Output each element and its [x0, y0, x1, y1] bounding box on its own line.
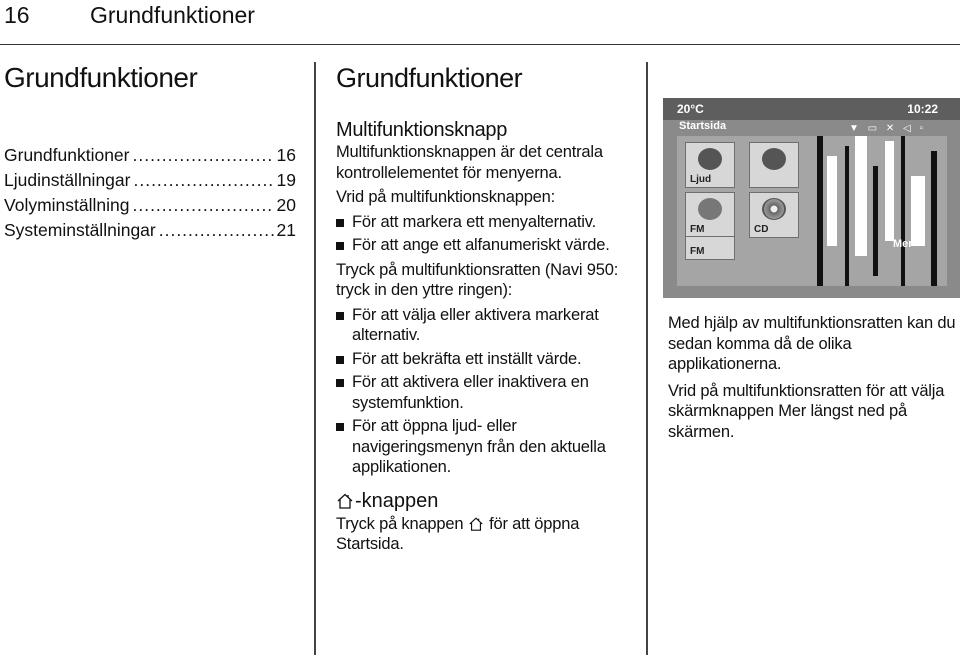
screen-clock: 10:22	[907, 102, 938, 116]
screen-tile	[685, 236, 735, 260]
screen-tile	[685, 192, 735, 238]
sentence-end: .	[399, 535, 404, 553]
running-header	[0, 0, 960, 44]
header-rule	[0, 44, 960, 45]
list-item: För att markera ett menyalternativ.	[336, 212, 636, 233]
home-text-before: Tryck på knappen	[336, 514, 464, 533]
scan-artifact	[931, 151, 937, 286]
table-of-contents	[4, 143, 296, 243]
list-item: För att bekräfta ett inställt värde.	[336, 349, 636, 370]
list-item: För att ange ett alfanumeriskt värde.	[336, 235, 636, 256]
screen-status-bar	[663, 98, 960, 120]
toc-entry-name: Grundfunktioner	[4, 145, 130, 165]
right-paragraph-2-start: Vrid på multifunktionsratten för att välja skärmknappen	[668, 381, 945, 420]
display-screenshot	[663, 98, 960, 298]
startsida-ui-term: Startsida	[336, 535, 400, 553]
toc-entry-name: Ljudinställningar	[4, 170, 131, 190]
page-number: 16	[4, 2, 30, 28]
scan-artifact	[911, 176, 925, 246]
scan-artifact	[855, 136, 867, 256]
right-column-text	[668, 313, 960, 448]
toc-entry-name: Systeminställningar	[4, 220, 156, 240]
screen-tile	[685, 142, 735, 188]
toc-leader-dots	[132, 193, 273, 218]
right-paragraph-2	[668, 381, 960, 443]
list-item: För att aktivera eller inaktivera en systemfunktion.	[336, 372, 636, 413]
scan-artifact	[901, 136, 905, 286]
toc-entry-page: 21	[276, 220, 296, 240]
rotate-label: Vrid på multifunktionsknappen:	[336, 188, 556, 206]
section-title-home-button	[336, 490, 636, 512]
list-item: För att öppna ljud- eller navigeringsmenyn från den aktuella applikationen.	[336, 416, 636, 478]
screen-status-icons: ▼ ▭ ✕ ◁ ▫	[849, 123, 927, 134]
screen-tile-label: CD	[754, 224, 769, 235]
screen-title: Startsida	[679, 120, 727, 132]
rotate-list	[336, 212, 636, 256]
section-intro: Multifunktionsknappen är det centrala kontrollelementet för menyerna.	[336, 143, 603, 182]
toc-entry-name: Volyminställning	[4, 195, 130, 215]
home-text-after: för att öppna	[489, 514, 580, 533]
screen-tile-label: FM	[690, 246, 705, 257]
radio-icon	[698, 198, 722, 220]
column-divider	[646, 62, 648, 655]
cd-icon	[762, 198, 786, 220]
screen-tile	[749, 192, 799, 238]
mer-ui-term: Mer	[778, 402, 807, 420]
toc-entry-page: 20	[276, 195, 296, 215]
home-instruction	[336, 514, 636, 555]
home-icon	[468, 516, 484, 532]
toc-leader-dots	[159, 218, 274, 243]
screen-tile-area	[677, 136, 947, 286]
toc-entry[interactable]	[4, 143, 296, 168]
column-divider	[314, 62, 316, 655]
toc-entry-page: 19	[276, 170, 296, 190]
toc-title: Grundfunktioner	[4, 62, 198, 93]
right-paragraph-2-end: längst ned på skärmen.	[668, 402, 907, 441]
section-title-multifunction-knob: Multifunktionsknapp	[336, 119, 508, 141]
toc-entry-page: 16	[276, 145, 296, 165]
scan-artifact	[827, 156, 837, 246]
toc-leader-dots	[133, 168, 273, 193]
scan-artifact	[817, 136, 823, 286]
toc-leader-dots	[133, 143, 274, 168]
right-paragraph-1: Med hjälp av multifunktionsratten kan du sedan komma då de olika applikationerna.	[668, 314, 956, 373]
screen-more-button: Mer	[893, 238, 913, 250]
main-column	[336, 62, 636, 559]
home-icon	[336, 492, 354, 510]
screen-temperature: 20°C	[677, 102, 704, 116]
toc-entry[interactable]	[4, 218, 296, 243]
list-item: För att välja eller aktivera markerat alternativ.	[336, 305, 636, 346]
toc-entry[interactable]	[4, 168, 296, 193]
screen-tile	[749, 142, 799, 188]
screen-tile-label: FM	[690, 224, 705, 235]
speaker-icon	[762, 148, 786, 170]
toc-entry[interactable]	[4, 193, 296, 218]
press-label: Tryck på multifunktionsratten (Navi 950: tryck in den yttre ringen):	[336, 260, 619, 299]
screen-tile-label: Ljud	[690, 174, 712, 185]
scan-artifact	[873, 166, 878, 276]
press-list	[336, 305, 636, 478]
home-title-text: -knappen	[355, 489, 439, 512]
chapter-title: Grundfunktioner	[336, 63, 523, 93]
scan-artifact	[845, 146, 849, 286]
running-title: Grundfunktioner	[90, 2, 255, 28]
audio-icon	[698, 148, 722, 170]
scan-artifact	[885, 141, 894, 241]
